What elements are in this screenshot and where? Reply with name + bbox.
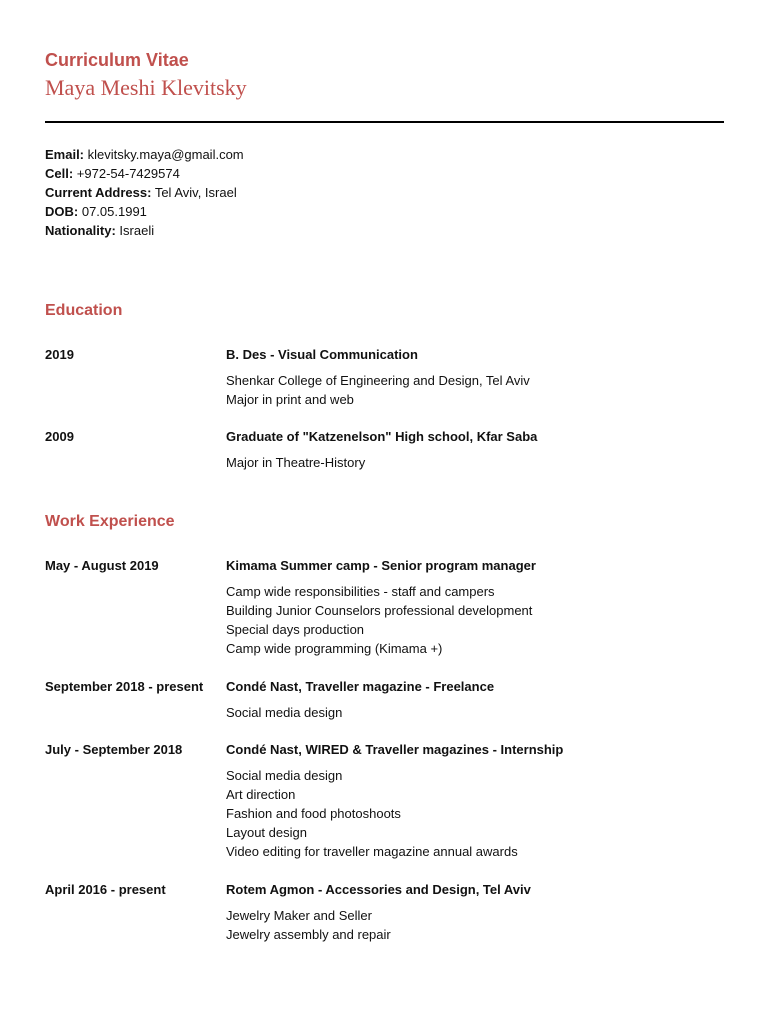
contact-row-email bbox=[45, 145, 244, 164]
entry-title: Condé Nast, WIRED & Traveller magazines - Internship bbox=[226, 742, 564, 757]
detail-line: Layout design bbox=[226, 825, 307, 840]
entry-date: 2009 bbox=[45, 429, 74, 444]
entry-date: April 2016 - present bbox=[45, 882, 166, 897]
entry-details bbox=[226, 766, 518, 861]
detail-line: Major in Theatre-History bbox=[226, 455, 366, 470]
detail-line: Jewelry Maker and Seller bbox=[226, 908, 372, 923]
section-heading-work: Work Experience bbox=[45, 513, 175, 530]
entry-details bbox=[226, 906, 391, 944]
document-title: Curriculum Vitae bbox=[45, 50, 189, 70]
contact-value: klevitsky.maya@gmail.com bbox=[87, 147, 244, 162]
contact-label: Email: bbox=[45, 147, 85, 162]
entry-title: Kimama Summer camp - Senior program manager bbox=[226, 558, 536, 573]
detail-line: Social media design bbox=[226, 768, 343, 783]
entry-details bbox=[226, 582, 532, 658]
detail-line: Shenkar College of Engineering and Design, Tel Aviv bbox=[226, 373, 530, 388]
contact-label: Cell: bbox=[45, 166, 74, 181]
section-heading-education: Education bbox=[45, 302, 123, 319]
detail-line: Fashion and food photoshoots bbox=[226, 806, 401, 821]
entry-details bbox=[226, 703, 342, 722]
entry-date: September 2018 - present bbox=[45, 679, 204, 694]
contact-value: +972-54-7429574 bbox=[76, 166, 180, 181]
entry-date: 2019 bbox=[45, 347, 74, 362]
contact-row-dob bbox=[45, 202, 244, 221]
detail-line: Camp wide programming (Kimama +) bbox=[226, 641, 443, 656]
entry-date: July - September 2018 bbox=[45, 742, 183, 757]
detail-line: Jewelry assembly and repair bbox=[226, 927, 391, 942]
detail-line: Major in print and web bbox=[226, 392, 354, 407]
detail-line: Building Junior Counselors professional development bbox=[226, 603, 533, 618]
contact-row-address bbox=[45, 183, 244, 202]
entry-title: Rotem Agmon - Accessories and Design, Tel Aviv bbox=[226, 882, 531, 897]
entry-title: Condé Nast, Traveller magazine - Freelance bbox=[226, 679, 495, 694]
entry-date: May - August 2019 bbox=[45, 558, 159, 573]
contact-value: Israeli bbox=[119, 223, 155, 238]
entry-details bbox=[226, 453, 365, 472]
entry-details bbox=[226, 371, 530, 409]
contact-label: Current Address: bbox=[45, 185, 152, 200]
contact-value: 07.05.1991 bbox=[81, 204, 147, 219]
contact-label: DOB: bbox=[45, 204, 79, 219]
detail-line: Art direction bbox=[226, 787, 296, 802]
candidate-name: Maya Meshi Klevitsky bbox=[45, 75, 247, 100]
contact-row-nationality bbox=[45, 221, 244, 240]
contact-row-cell bbox=[45, 164, 244, 183]
detail-line: Camp wide responsibilities - staff and campers bbox=[226, 584, 495, 599]
detail-line: Social media design bbox=[226, 705, 343, 720]
entry-title: B. Des - Visual Communication bbox=[226, 347, 418, 362]
entry-title: Graduate of "Katzenelson" High school, Kfar Saba bbox=[226, 429, 538, 444]
contact-block bbox=[45, 145, 244, 240]
header-divider bbox=[45, 121, 724, 123]
contact-value: Tel Aviv, Israel bbox=[154, 185, 237, 200]
contact-label: Nationality: bbox=[45, 223, 116, 238]
detail-line: Special days production bbox=[226, 622, 365, 637]
detail-line: Video editing for traveller magazine annual awards bbox=[226, 844, 518, 859]
